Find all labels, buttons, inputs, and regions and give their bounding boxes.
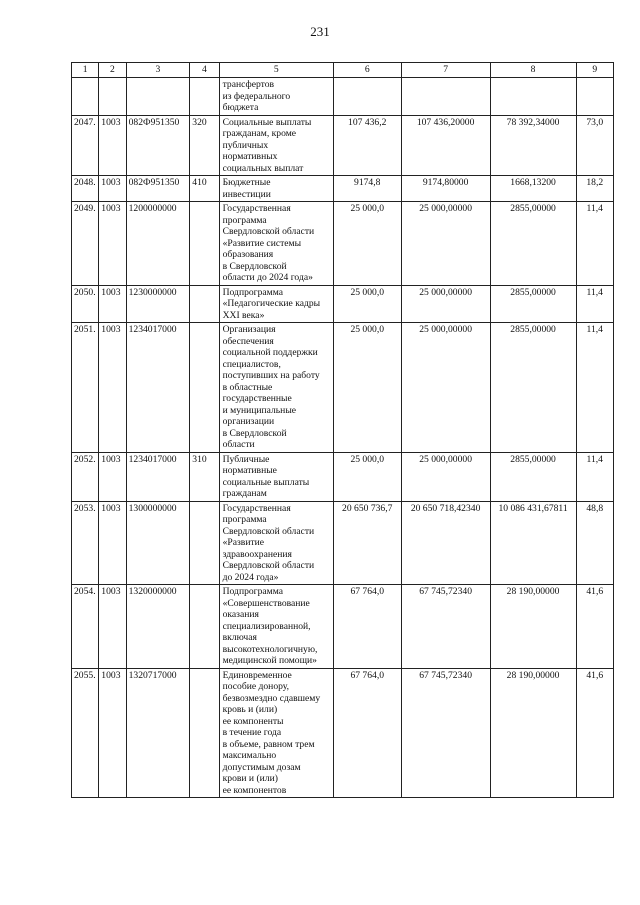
description-line: обеспечения <box>222 335 274 347</box>
execution-percent-cell: 18,2 <box>576 176 613 202</box>
approved-amount-cell: 20 650 718,42340 <box>401 501 490 585</box>
description-line: Подпрограмма <box>222 586 283 597</box>
description-line: безвозмездно сдавшему <box>222 692 321 704</box>
description-line: области до 2024 года» <box>222 272 313 283</box>
description-line: ее компоненты <box>222 715 284 727</box>
execution-percent-cell: 41,6 <box>576 668 613 798</box>
description-line: в Свердловской <box>222 427 287 439</box>
expense-type-cell <box>190 202 219 286</box>
row-number-cell: 2055. <box>72 668 99 798</box>
description-line: из федерального <box>222 90 291 102</box>
section-code-cell: 1003 <box>99 176 126 202</box>
expense-type-cell: 310 <box>190 452 219 501</box>
section-code-cell: 1003 <box>99 452 126 501</box>
approved-amount-cell: 67 745,72340 <box>401 668 490 798</box>
description-line: Государственная <box>222 502 291 514</box>
column-header-7: 7 <box>401 63 490 78</box>
description-line: социальных выплат <box>222 162 304 174</box>
row-number-cell: 2050. <box>72 285 99 323</box>
description-cell <box>219 668 333 798</box>
target-code-cell: 1234017000 <box>126 323 190 453</box>
description-line: нормативные <box>222 465 277 476</box>
row-number-cell: 2054. <box>72 585 99 669</box>
column-header-4: 4 <box>190 63 219 78</box>
planned-amount-cell: 25 000,0 <box>333 323 401 453</box>
section-code-cell: 1003 <box>99 501 126 585</box>
description-cell <box>219 285 333 323</box>
expense-type-cell <box>190 668 219 798</box>
planned-amount-cell <box>333 78 401 116</box>
target-code-cell: 1200000000 <box>126 202 190 286</box>
table-row <box>72 452 614 501</box>
description-line: программа <box>222 214 267 226</box>
execution-percent-cell: 73,0 <box>576 115 613 176</box>
column-header-9: 9 <box>576 63 613 78</box>
description-cell <box>219 323 333 453</box>
table-row <box>72 501 614 585</box>
executed-amount-cell: 28 190,00000 <box>490 668 576 798</box>
executed-amount-cell: 2855,00000 <box>490 323 576 453</box>
description-line: Бюджетные <box>222 177 271 188</box>
description-line: специалистов, <box>222 358 281 370</box>
description-line: Свердловской области <box>222 226 315 237</box>
approved-amount-cell: 9174,80000 <box>401 176 490 202</box>
approved-amount-cell: 25 000,00000 <box>401 323 490 453</box>
table-row <box>72 285 614 323</box>
description-line: Организация <box>222 324 276 335</box>
description-line: поступивших на работу <box>222 370 320 381</box>
section-code-cell: 1003 <box>99 668 126 798</box>
table-row <box>72 176 614 202</box>
column-header-3: 3 <box>126 63 190 78</box>
column-header-2: 2 <box>99 63 126 78</box>
section-code-cell <box>99 78 126 116</box>
description-line: крови и (или) <box>222 773 278 784</box>
column-header-8: 8 <box>490 63 576 78</box>
row-number-cell <box>72 78 99 116</box>
description-line: нормативных <box>222 151 278 162</box>
description-line: «Совершенствование <box>222 597 310 609</box>
planned-amount-cell: 25 000,0 <box>333 202 401 286</box>
description-line: гражданам <box>222 488 267 499</box>
execution-percent-cell: 11,4 <box>576 202 613 286</box>
planned-amount-cell: 25 000,0 <box>333 285 401 323</box>
description-line: бюджета <box>222 102 259 113</box>
section-code-cell: 1003 <box>99 585 126 669</box>
target-code-cell <box>126 78 190 116</box>
section-code-cell: 1003 <box>99 202 126 286</box>
column-header-5: 5 <box>219 63 333 78</box>
description-line: публичных <box>222 139 269 151</box>
description-line: социальной поддержки <box>222 347 318 358</box>
description-line: в Свердловской <box>222 260 287 272</box>
executed-amount-cell: 2855,00000 <box>490 202 576 286</box>
section-code-cell: 1003 <box>99 115 126 176</box>
expense-type-cell <box>190 501 219 585</box>
description-line: Свердловской области <box>222 560 315 571</box>
description-line: программа <box>222 514 267 525</box>
description-line: гражданам, кроме <box>222 128 297 139</box>
target-code-cell: 1234017000 <box>126 452 190 501</box>
description-line: Свердловской области <box>222 525 315 537</box>
description-line: Единовременное <box>222 669 292 681</box>
planned-amount-cell: 9174,8 <box>333 176 401 202</box>
description-line: «Развитие системы <box>222 237 302 249</box>
planned-amount-cell: 67 764,0 <box>333 585 401 669</box>
target-code-cell: 1300000000 <box>126 501 190 585</box>
description-line: допустимым дозам <box>222 761 301 773</box>
page-number: 231 <box>310 24 330 39</box>
description-line: медицинской помощи» <box>222 655 317 666</box>
row-number-cell: 2052. <box>72 452 99 501</box>
expense-type-cell <box>190 323 219 453</box>
budget-table <box>71 62 614 798</box>
description-cell <box>219 501 333 585</box>
planned-amount-cell: 20 650 736,7 <box>333 501 401 585</box>
table-row <box>72 115 614 176</box>
approved-amount-cell: 25 000,00000 <box>401 285 490 323</box>
description-line: «Развитие <box>222 537 265 548</box>
target-code-cell: 1320717000 <box>126 668 190 798</box>
execution-percent-cell: 48,8 <box>576 501 613 585</box>
description-line: включая <box>222 632 257 643</box>
description-line: Публичные <box>222 453 270 465</box>
description-line: максимально <box>222 750 277 761</box>
executed-amount-cell: 1668,13200 <box>490 176 576 202</box>
table-row <box>72 585 614 669</box>
executed-amount-cell: 2855,00000 <box>490 285 576 323</box>
execution-percent-cell: 11,4 <box>576 285 613 323</box>
description-line: в областные <box>222 381 273 393</box>
table-row <box>72 78 614 116</box>
target-code-cell: 082Ф951350 <box>126 176 190 202</box>
description-line: пособие донору, <box>222 681 290 692</box>
row-number-cell: 2051. <box>72 323 99 453</box>
description-line: высокотехнологичную, <box>222 643 318 655</box>
approved-amount-cell: 25 000,00000 <box>401 452 490 501</box>
description-line: в течение года <box>222 727 282 738</box>
description-line: Подпрограмма <box>222 286 283 298</box>
executed-amount-cell: 78 392,34000 <box>490 115 576 176</box>
description-cell <box>219 452 333 501</box>
planned-amount-cell: 67 764,0 <box>333 668 401 798</box>
approved-amount-cell: 107 436,20000 <box>401 115 490 176</box>
description-line: социальные выплаты <box>222 476 310 488</box>
planned-amount-cell: 25 000,0 <box>333 452 401 501</box>
planned-amount-cell: 107 436,2 <box>333 115 401 176</box>
table-row <box>72 202 614 286</box>
executed-amount-cell: 2855,00000 <box>490 452 576 501</box>
expense-type-cell <box>190 78 219 116</box>
description-cell <box>219 78 333 116</box>
description-line: в объеме, равном трем <box>222 738 315 750</box>
section-code-cell: 1003 <box>99 285 126 323</box>
description-line: «Педагогические кадры <box>222 298 321 309</box>
description-line: специализированной, <box>222 620 311 632</box>
description-line: оказания <box>222 609 259 620</box>
description-line: ее компонентов <box>222 784 287 796</box>
target-code-cell: 082Ф951350 <box>126 115 190 176</box>
approved-amount-cell <box>401 78 490 116</box>
description-line: кровь и (или) <box>222 704 278 715</box>
description-line: здравоохранения <box>222 548 292 560</box>
description-line: XXI века» <box>222 309 265 321</box>
column-header-1: 1 <box>72 63 99 78</box>
execution-percent-cell: 41,6 <box>576 585 613 669</box>
description-line: до 2024 года» <box>222 571 279 583</box>
description-cell <box>219 585 333 669</box>
description-line: Государственная <box>222 203 291 214</box>
approved-amount-cell: 67 745,72340 <box>401 585 490 669</box>
description-cell <box>219 176 333 202</box>
row-number-cell: 2053. <box>72 501 99 585</box>
description-line: организации <box>222 416 275 427</box>
row-number-cell: 2047. <box>72 115 99 176</box>
description-line: Социальные выплаты <box>222 116 312 128</box>
expense-type-cell <box>190 285 219 323</box>
description-line: образования <box>222 249 274 260</box>
target-code-cell: 1230000000 <box>126 285 190 323</box>
executed-amount-cell: 10 086 431,67811 <box>490 501 576 585</box>
table-header-row <box>72 63 614 78</box>
description-cell <box>219 115 333 176</box>
target-code-cell: 1320000000 <box>126 585 190 669</box>
description-line: инвестиции <box>222 188 271 200</box>
approved-amount-cell: 25 000,00000 <box>401 202 490 286</box>
execution-percent-cell <box>576 78 613 116</box>
column-header-6: 6 <box>333 63 401 78</box>
table-row <box>72 668 614 798</box>
description-line: трансфертов <box>222 79 275 90</box>
description-line: государственные <box>222 393 292 404</box>
row-number-cell: 2048. <box>72 176 99 202</box>
table-row <box>72 323 614 453</box>
expense-type-cell: 320 <box>190 115 219 176</box>
description-line: области <box>222 439 255 450</box>
execution-percent-cell: 11,4 <box>576 323 613 453</box>
description-line: и муниципальные <box>222 404 297 416</box>
expense-type-cell <box>190 585 219 669</box>
description-cell <box>219 202 333 286</box>
expense-type-cell: 410 <box>190 176 219 202</box>
row-number-cell: 2049. <box>72 202 99 286</box>
executed-amount-cell <box>490 78 576 116</box>
section-code-cell: 1003 <box>99 323 126 453</box>
executed-amount-cell: 28 190,00000 <box>490 585 576 669</box>
execution-percent-cell: 11,4 <box>576 452 613 501</box>
